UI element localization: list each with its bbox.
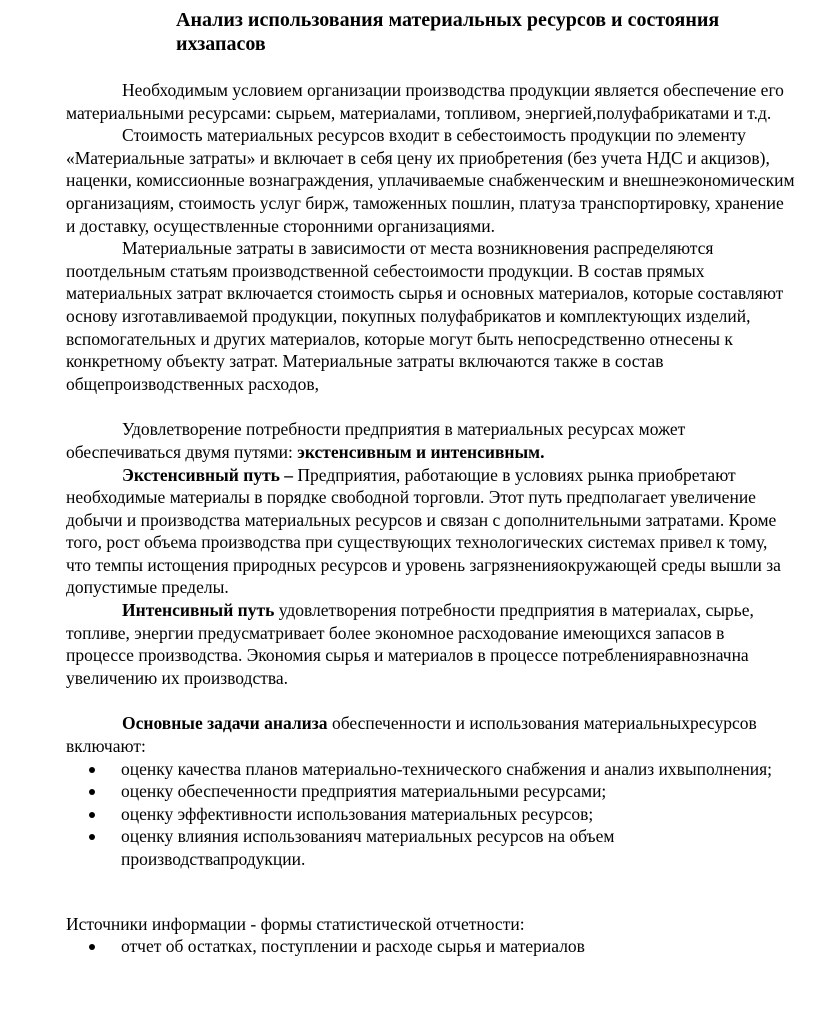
list-item	[66, 825, 796, 870]
paragraph-extensive	[66, 464, 796, 600]
document-body	[66, 79, 796, 958]
paragraph-two-ways	[66, 418, 796, 463]
sources-list	[66, 935, 796, 958]
extensive-heading: Экстенсивный путь –	[122, 464, 294, 485]
list-item-text: оценку обеспеченности предприятия материальными ресурсами;	[121, 781, 607, 802]
paragraph-tasks	[66, 712, 796, 757]
intensive-heading: Интенсивный путь	[122, 600, 275, 621]
paragraph-intensive	[66, 599, 796, 689]
paragraph-two-ways-bold: экстенсивным и интенсивным.	[297, 441, 545, 462]
list-item-text: оценку эффективности использования материальных ресурсов;	[121, 803, 594, 824]
paragraph-material-cost: Стоимость материальных ресурсов входит в себестоимость продукции по элементу «Материальные затраты» и включает в себя цену их приобретения (без учета НДС и акцизов), наценки, комиссионные вознаграждения, уплачиваемые снабженческим и внешнеэкономическим организациям, стоимость услуг бирж, таможенных пошлин, платуза транспортировку, хранение и доставку, осуществленные сторонними организациями.	[66, 125, 795, 236]
bullet-icon	[89, 767, 95, 773]
spacer	[66, 689, 796, 712]
page-title: Анализ использования материальных ресурсов и состояния ихзапасов	[176, 9, 720, 55]
spacer	[66, 871, 796, 913]
tasks-list	[66, 758, 796, 871]
tasks-text: обеспеченности и использования материальныхресурсов включают:	[66, 713, 757, 757]
list-item	[66, 803, 796, 826]
paragraph-two-ways-text: Удовлетворение потребности предприятия в материальных ресурсах может обеспечиваться двумя путями:	[66, 419, 686, 462]
list-item-text: оценку качества планов материально-технического снабжения и анализ ихвыполнения;	[121, 758, 773, 779]
list-item-text: отчет об остатках, поступлении и расходе сырья и материалов	[121, 936, 585, 957]
sources-heading: Источники информации - формы статистической отчетности:	[66, 913, 525, 934]
intensive-text: удовлетворения потребности предприятия в материалах, сырье, топливе, энергии предусматривает более экономное расходование имеющихся запасов в процессе производства. Экономия сырья и материалов в процессе потребленияравнозначна увеличению их производства.	[66, 600, 754, 688]
tasks-heading: Основные задачи анализа	[122, 713, 328, 734]
paragraph-intro: Необходимым условием организации производства продукции является обеспечение его материальными ресурсами: сырьем, материалами, топливом, энергией,полуфабрикатами и т.д.	[66, 80, 784, 123]
list-item-text: оценку влияния использованияч материальных ресурсов на объем производствапродукции.	[121, 826, 615, 869]
list-item	[66, 758, 796, 781]
spacer	[66, 395, 796, 418]
list-item	[66, 935, 796, 958]
bullet-icon	[89, 789, 95, 795]
extensive-text: Предприятия, работающие в условиях рынка приобретают необходимые материалы в порядке свободной торговли. Этот путь предполагает увеличение добычи и производства материальных ресурсов и связан с дополнительными затратами. Кроме того, рост объема производства при существующих технологических системах привел к тому, что темпы истощения природных ресурсов и уровень загрязненияокружающей среды вышли за допустимые пределы.	[66, 464, 781, 598]
bullet-icon	[89, 834, 95, 840]
bullet-icon	[89, 944, 95, 950]
bullet-icon	[89, 812, 95, 818]
list-item	[66, 780, 796, 803]
paragraph-material-expenses: Материальные затраты в зависимости от места возникновения распределяются поотдельным статьям производственной себестоимости продукции. В состав прямых материальных затрат включается стоимость сырья и основных материалов, которые составляют основу изготавливаемой продукции, покупных полуфабрикатов и комплектующих изделий, вспомогательных и других материалов, которые могут быть непосредственно отнесены к конкретному объекту затрат. Материальные затраты включаются также в состав общепроизводственных расходов,	[66, 238, 784, 394]
